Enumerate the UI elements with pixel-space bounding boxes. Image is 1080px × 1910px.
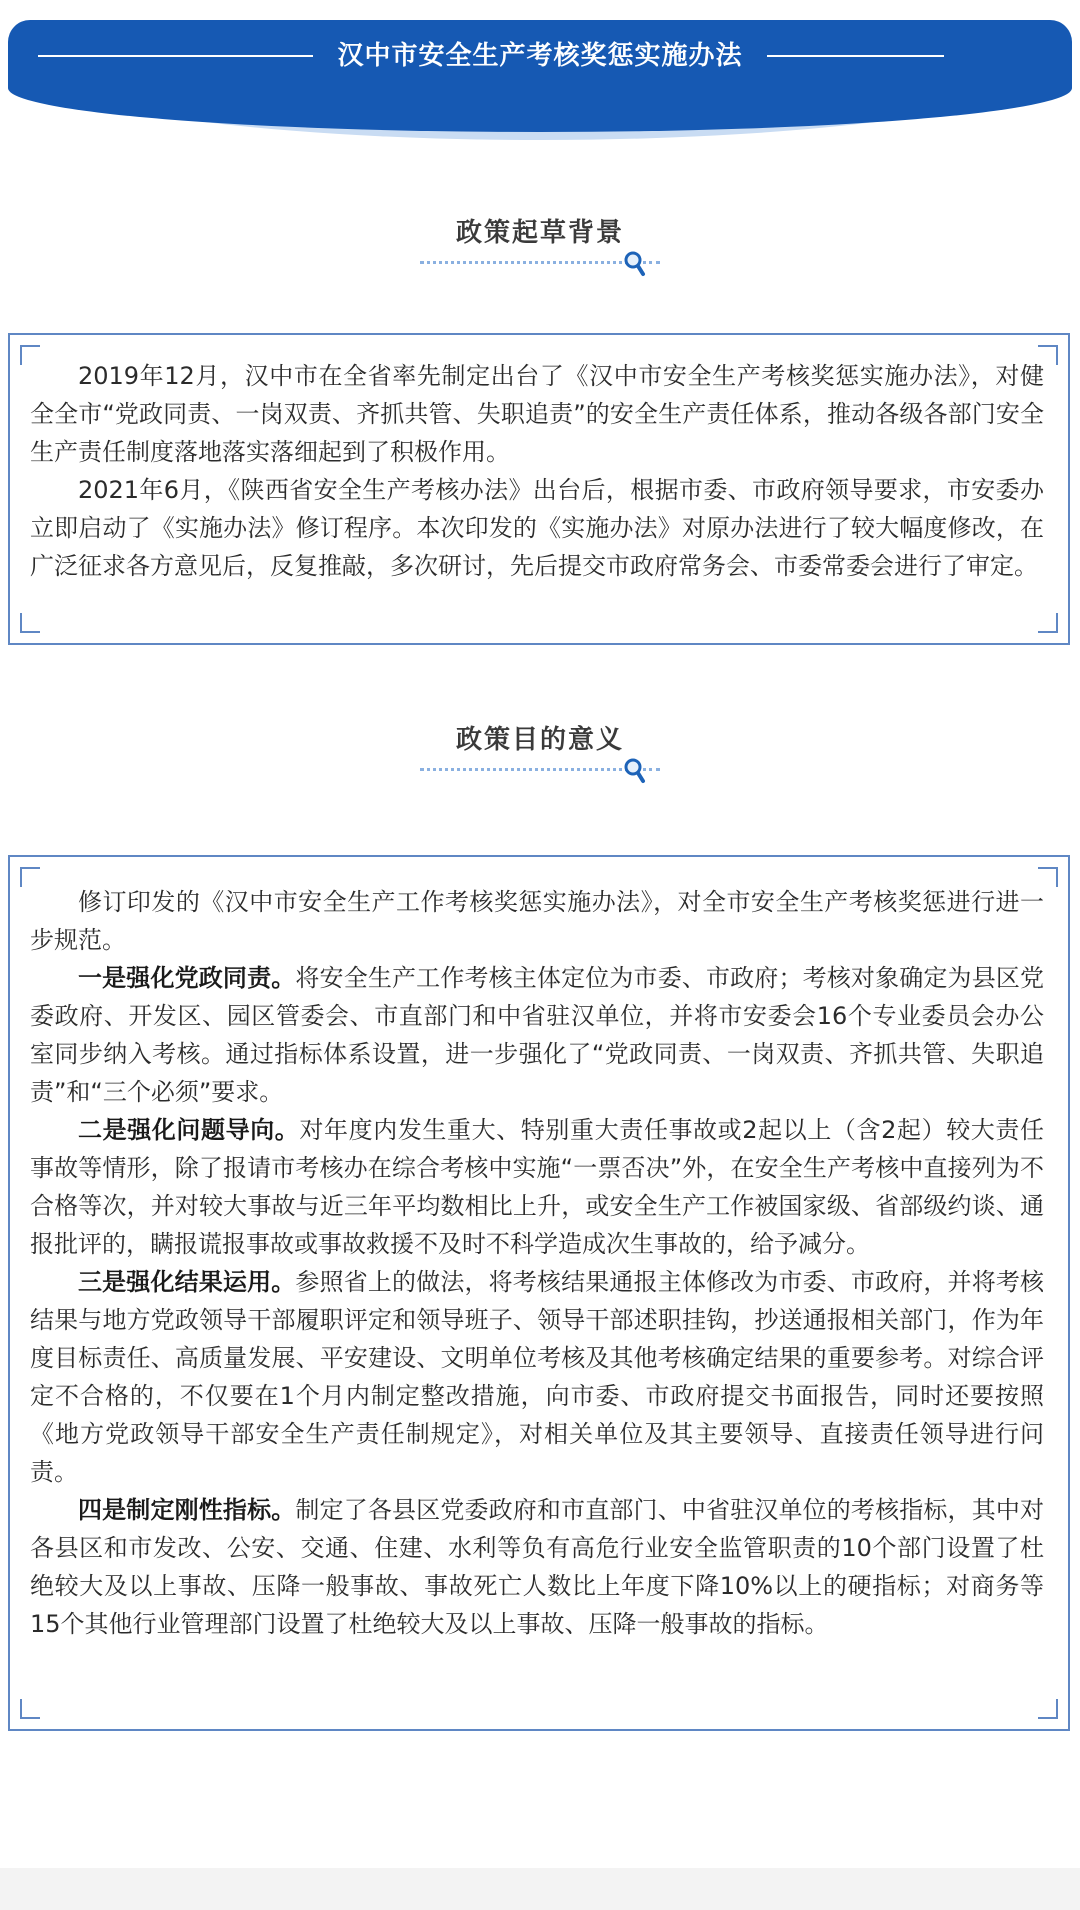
section-title: 政策起草背景 — [455, 218, 624, 248]
point-lead: 一是强化党政同责。 — [78, 964, 296, 992]
footer-band — [0, 1868, 1080, 1910]
section-heading-purpose — [0, 722, 1080, 792]
point-paragraph — [30, 1263, 1044, 1491]
section-title: 政策目的意义 — [455, 725, 624, 755]
point-text: 制定了各县区党委政府和市直部门、中省驻汉单位的考核指标，其中对各县区和市发改、公安、交通、住建、水利等负有高危行业安全监管职责的10个部门设置了杜绝较大及以上事故、压降一般事故、事故死亡人数比上年度下降10%以上的硬指标；对商务等15个其他行业管理部门设置了杜绝较大及以上事故、压降一般事故的指标。 — [30, 1496, 1045, 1638]
page-title: 汉中市安全生产考核奖惩实施办法 — [337, 41, 743, 71]
paragraph: 2021年6月，《陕西省安全生产考核办法》出台后，根据市委、市政府领导要求，市安委办立即启动了《实施办法》修订程序。本次印发的《实施办法》对原办法进行了较大幅度修改，在广泛征求各方意见后，反复推敲，多次研讨，先后提交市政府常务会、市委常委会进行了审定。 — [30, 476, 1044, 580]
frame-corner — [20, 1699, 40, 1719]
frame-corner — [1038, 1699, 1058, 1719]
paragraph-intro: 修订印发的《汉中市安全生产工作考核奖惩实施办法》，对全市安全生产考核奖惩进行进一步规范。 — [30, 888, 1044, 954]
point-lead: 三是强化结果运用。 — [78, 1268, 296, 1296]
point-lead: 二是强化问题导向。 — [78, 1116, 300, 1144]
section-heading-background — [0, 215, 1080, 285]
point-text: 对年度内发生重大、特别重大责任事故或2起以上（含2起）较大责任事故等情形，除了报请市考核办在综合考核中实施“一票否决”外，在安全生产考核中直接列为不合格等次，并对较大事故与近三年平均数相比上升，或安全生产工作被国家级、省部级约谈、通报批评的，瞒报谎报事故或事故救援不及时不科学造成次生事故的，给予减分。 — [30, 1116, 1044, 1258]
magnifier-icon — [622, 249, 648, 279]
point-lead: 四是制定刚性指标。 — [78, 1496, 296, 1524]
point-paragraph — [30, 959, 1044, 1111]
frame-corner — [20, 613, 40, 633]
point-paragraph — [30, 1111, 1044, 1263]
background-text-box — [8, 333, 1070, 645]
point-paragraph — [30, 1491, 1044, 1643]
paragraph: 2019年12月，汉中市在全省率先制定出台了《汉中市安全生产考核奖惩实施办法》，对健全全市“党政同责、一岗双责、齐抓共管、失职追责”的安全生产责任体系，推动各级各部门安全生产责任制度落地落实落细起到了积极作用。 — [30, 362, 1044, 466]
magnifier-icon — [622, 756, 648, 786]
purpose-text-box — [8, 855, 1070, 1731]
point-text: 参照省上的做法，将考核结果通报主体修改为市委、市政府，并将考核结果与地方党政领导干部履职评定和领导班子、领导干部述职挂钩，抄送通报相关部门，作为年度目标责任、高质量发展、平安建设、文明单位考核及其他考核确定结果的重要参考。对综合评定不合格的，不仅要在1个月内制定整改措施，向市委、市政府提交书面报告，同时还要按照《地方党政领导干部安全生产责任制规定》，对相关单位及其主要领导、直接责任领导进行问责。 — [30, 1268, 1045, 1486]
frame-corner — [1038, 613, 1058, 633]
banner-line-left — [38, 55, 313, 57]
point-text: 将安全生产工作考核主体定位为市委、市政府；考核对象确定为县区党委政府、开发区、园区管委会、市直部门和中省驻汉单位，并将市安委会16个专业委员会办公室同步纳入考核。通过指标体系设置，进一步强化了“党政同责、一岗双责、齐抓共管、失职追责”和“三个必须”要求。 — [30, 964, 1045, 1106]
banner-line-right — [767, 55, 944, 57]
